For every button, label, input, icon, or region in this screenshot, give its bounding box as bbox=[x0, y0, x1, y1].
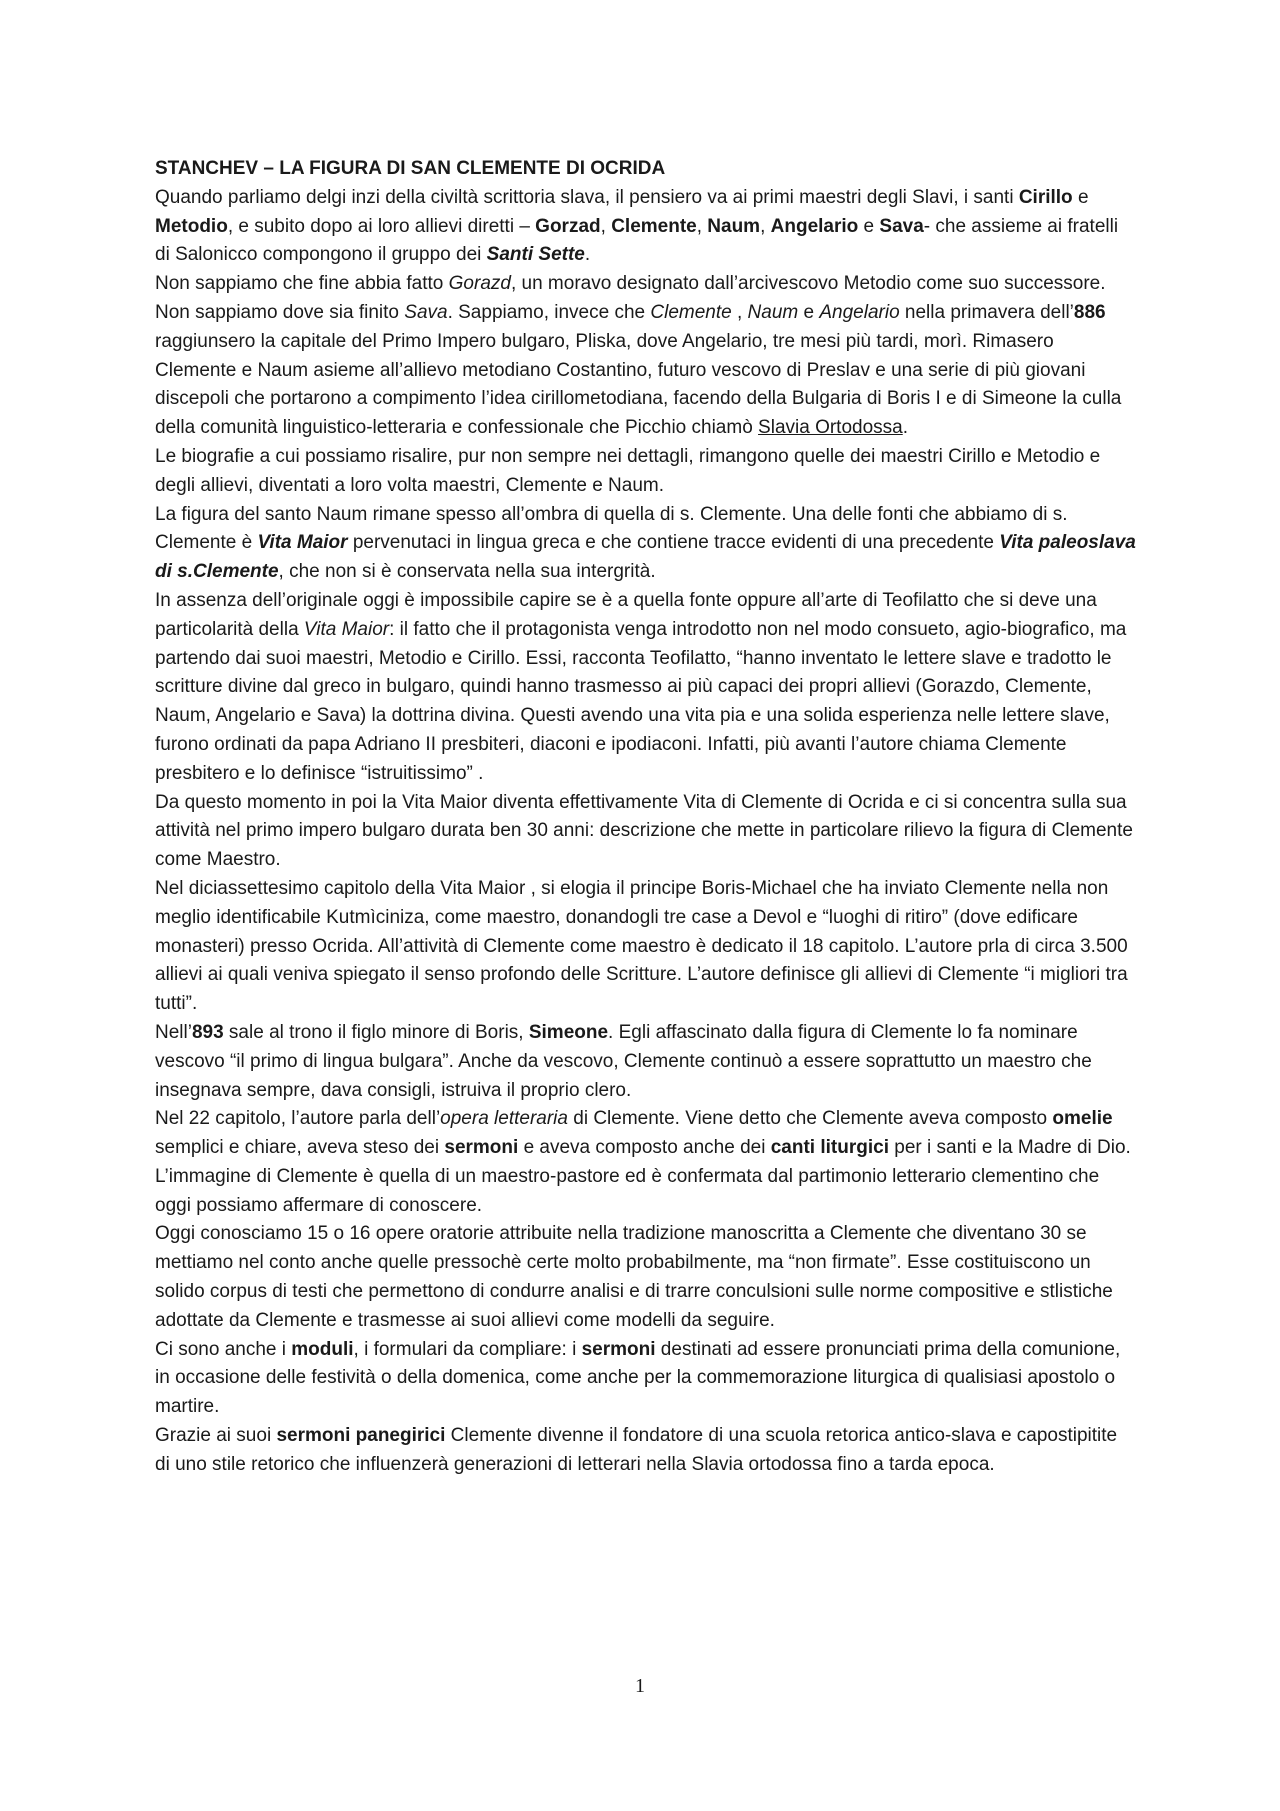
text-run: Vita Maior bbox=[257, 532, 348, 554]
text-run: e bbox=[1072, 186, 1089, 208]
text-run: Gorzad bbox=[535, 215, 601, 237]
paragraph bbox=[155, 270, 1137, 443]
paragraph bbox=[155, 1019, 1137, 1105]
paragraph bbox=[155, 1105, 1137, 1220]
paragraph bbox=[155, 1422, 1137, 1480]
text-run: opera letteraria bbox=[440, 1108, 568, 1130]
text-run: 893 bbox=[191, 1021, 224, 1043]
text-run: Clemente divenne il fondatore di una scuola retorica antico-slava e capostipitite di uno stile retorico che influenzerà generazioni di letterari nella Slavia ortodossa fino a tarda epoca. bbox=[155, 1425, 1118, 1475]
text-run: La figura del santo Naum rimane spesso all’ombra di quella di s. Clemente. Una delle fonti che abbiamo di s. Clemente è bbox=[155, 503, 1068, 554]
text-run: 886 bbox=[1073, 301, 1106, 323]
text-run: . bbox=[584, 244, 591, 266]
paragraph bbox=[155, 184, 1137, 270]
text-run: raggiunsero la capitale del Primo Impero bulgaro, Pliska, dove Angelario, tre mesi più tardi, morì. Rimasero Clemente e Naum asieme all’allievo metodiano Costantino, futuro vescovo di Preslav e una serie di più giovani discepoli che portarono a compimento l’idea cirillometodiana, facendo della Bulgaria di Boris I e di Simeone la culla della comunità linguistico-letteraria e confessionale che Picchio chiamò bbox=[155, 330, 1122, 439]
text-run: - che assieme ai fratelli di Salonicco compongono il gruppo dei bbox=[155, 215, 1119, 266]
text-run: Cirillo bbox=[1018, 186, 1073, 208]
text-run: pervenutaci in lingua greca e che contiene tracce evidenti di una precedente bbox=[347, 532, 1000, 554]
text-run: sale al trono il figlo minore di Boris, bbox=[223, 1021, 529, 1043]
page-number: 1 bbox=[635, 1675, 645, 1697]
text-run: canti liturgici bbox=[770, 1137, 889, 1159]
text-run: Ci sono anche i bbox=[155, 1338, 292, 1360]
text-run: , bbox=[600, 215, 612, 237]
text-run: Metodio bbox=[155, 215, 228, 237]
text-run: , bbox=[696, 215, 708, 237]
text-run: . Egli affascinato dalla figura di Clemente lo fa nominare vescovo “il primo di lingua bulgara”. Anche da vescovo, Clemente continuò a essere soprattutto un maestro che insegnava sempre, dava consigli, istruiva il proprio clero. bbox=[155, 1021, 1092, 1101]
text-run: . bbox=[902, 417, 909, 439]
paragraph bbox=[155, 875, 1137, 1019]
text-run: Vita Maior bbox=[303, 618, 390, 640]
paragraph bbox=[155, 587, 1137, 789]
text-run: Sava bbox=[404, 301, 448, 323]
text-run: Santi Sette bbox=[486, 244, 585, 266]
text-run: semplici e chiare, aveva steso dei bbox=[155, 1137, 445, 1159]
paragraph-list bbox=[155, 184, 1137, 1480]
text-run: Simeone bbox=[528, 1021, 609, 1043]
text-run: nella primavera dell’ bbox=[899, 301, 1074, 323]
paragraph bbox=[155, 443, 1137, 501]
text-run: In assenza dell’originale oggi è impossibile capire se è a quella fonte oppure all’arte di Teofilatto che si deve una particolarità della bbox=[155, 589, 1097, 640]
text-run: Angelario bbox=[819, 301, 900, 323]
text-run: Le biografie a cui possiamo risalire, pur non sempre nei dettagli, rimangono quelle dei maestri Cirillo e Metodio e degli allievi, diventati a loro volta maestri, Clemente e Naum. bbox=[155, 445, 1101, 496]
text-run: Quando parliamo delgi inzi della civiltà scrittoria slava, il pensiero va ai primi maestri degli Slavi, i santi bbox=[155, 186, 1019, 208]
document-title: STANCHEV – LA FIGURA DI SAN CLEMENTE DI OCRIDA bbox=[155, 158, 666, 179]
text-run: sermoni panegirici bbox=[276, 1425, 446, 1447]
text-run: Nel diciassettesimo capitolo della Vita Maior , si elogia il principe Boris-Michael che ha inviato Clemente nella non meglio identificabile Kutmìciniza, come maestro, donandogli tre case a Devol e “luoghi di ritiro” (dove edificare monasteri) presso Ocrida. All’attività di Clemente come maestro è dedicato il 18 capitolo. L’autore prla di circa 3.500 allievi ai quali veniva spiegato il senso profondo delle Scritture. L’autore definisce gli allievi di Clemente “i migliori tra tutti”. bbox=[155, 877, 1128, 1015]
text-run: e bbox=[798, 301, 820, 323]
text-run: Da questo momento in poi la Vita Maior diventa effettivamente Vita di Clemente di Ocrida e ci si concentra sulla sua attività nel primo impero bulgaro durata ben 30 anni: descrizione che mette in particolare rilievo la figura di Clemente come Maestro. bbox=[155, 791, 1133, 871]
text-run: Gorazd bbox=[448, 273, 511, 295]
text-run: e bbox=[858, 215, 880, 237]
text-run: Naum bbox=[747, 301, 799, 323]
text-run: Clemente bbox=[611, 215, 697, 237]
paragraph bbox=[155, 501, 1137, 587]
text-run: , bbox=[731, 301, 748, 323]
text-run: Clemente bbox=[650, 301, 732, 323]
text-run: destinati ad essere pronunciati prima della comunione, in occasione delle festività o della domenica, come anche per la commemorazione liturgica di qualisiasi apostolo o martire. bbox=[155, 1338, 1121, 1418]
text-run: Non sappiamo che fine abbia fatto bbox=[155, 273, 449, 295]
text-run: Oggi conosciamo 15 o 16 opere oratorie attribuite nella tradizione manoscritta a Clemente che diventano 30 se mettiamo nel conto anche quelle pressochè certe molto probabilmente, ma “non firmate”. Esse costituiscono un solido corpus di testi che permettono di condurre analisi e di trarre conculsioni sulle norme compositive e stlistiche adottate da Clemente e trasmesse ai suoi allievi come modelli da seguire. bbox=[155, 1223, 1113, 1331]
text-run: Nel 22 capitolo, l’autore parla dell’ bbox=[155, 1108, 441, 1130]
paragraph bbox=[155, 789, 1137, 875]
text-run: . Sappiamo, invece che bbox=[447, 301, 651, 323]
text-run: , bbox=[760, 215, 771, 237]
text-run: , i formulari da compliare: i bbox=[353, 1338, 582, 1360]
text-run: Sava bbox=[879, 215, 924, 237]
text-run: , un moravo designato dall’arcivescovo Metodio come suo successore. Non sappiamo dove sia finito bbox=[155, 273, 1106, 323]
text-run: Angelario bbox=[770, 215, 859, 237]
text-run: Naum bbox=[707, 215, 761, 237]
document-body bbox=[155, 155, 1137, 1480]
text-run: Nell’ bbox=[155, 1021, 192, 1043]
text-run: Slavia Ortodossa bbox=[758, 417, 903, 439]
text-run: , che non si è conservata nella sua intergrità. bbox=[278, 561, 656, 583]
text-run: Grazie ai suoi bbox=[155, 1425, 277, 1447]
paragraph bbox=[155, 1220, 1137, 1335]
text-run: e aveva composto anche dei bbox=[518, 1137, 771, 1159]
text-run: moduli bbox=[291, 1338, 354, 1360]
text-run: sermoni bbox=[581, 1338, 656, 1360]
text-run: omelie bbox=[1052, 1108, 1113, 1130]
text-run: , e subito dopo ai loro allievi diretti – bbox=[227, 215, 536, 237]
text-run: : il fatto che il protagonista venga introdotto non nel modo consueto, agio-biografico, ma partendo dai suoi maestri, Metodio e Cirillo. Essi, racconta Teofilatto, “hanno inventato le lettere slave e tradotto le scritture divine dal greco in bulgaro, quindi hanno trasmesso ai più capaci dei propri allievi (Gorazdo, Clemente, Naum, Angelario e Sava) la dottrina divina. Questi avendo una vita pia e una solida esperienza nelle lettere slave, furono ordinati da papa Adriano II presbiteri, diaconi e ipodiaconi. Infatti, più avanti l’autore chiama Clemente presbitero e lo definisce “istruitissimo” . bbox=[155, 618, 1127, 784]
text-run: Vita paleoslava di s.Clemente bbox=[155, 532, 1136, 583]
paragraph bbox=[155, 1336, 1137, 1422]
text-run: di Clemente. Viene detto che Clemente aveva composto bbox=[567, 1108, 1053, 1130]
text-run: sermoni bbox=[444, 1137, 519, 1159]
text-run: per i santi e la Madre di Dio. L’immagine di Clemente è quella di un maestro-pastore ed è confermata dal partimonio letterario clementino che oggi possiamo affermare di conoscere. bbox=[155, 1137, 1131, 1216]
